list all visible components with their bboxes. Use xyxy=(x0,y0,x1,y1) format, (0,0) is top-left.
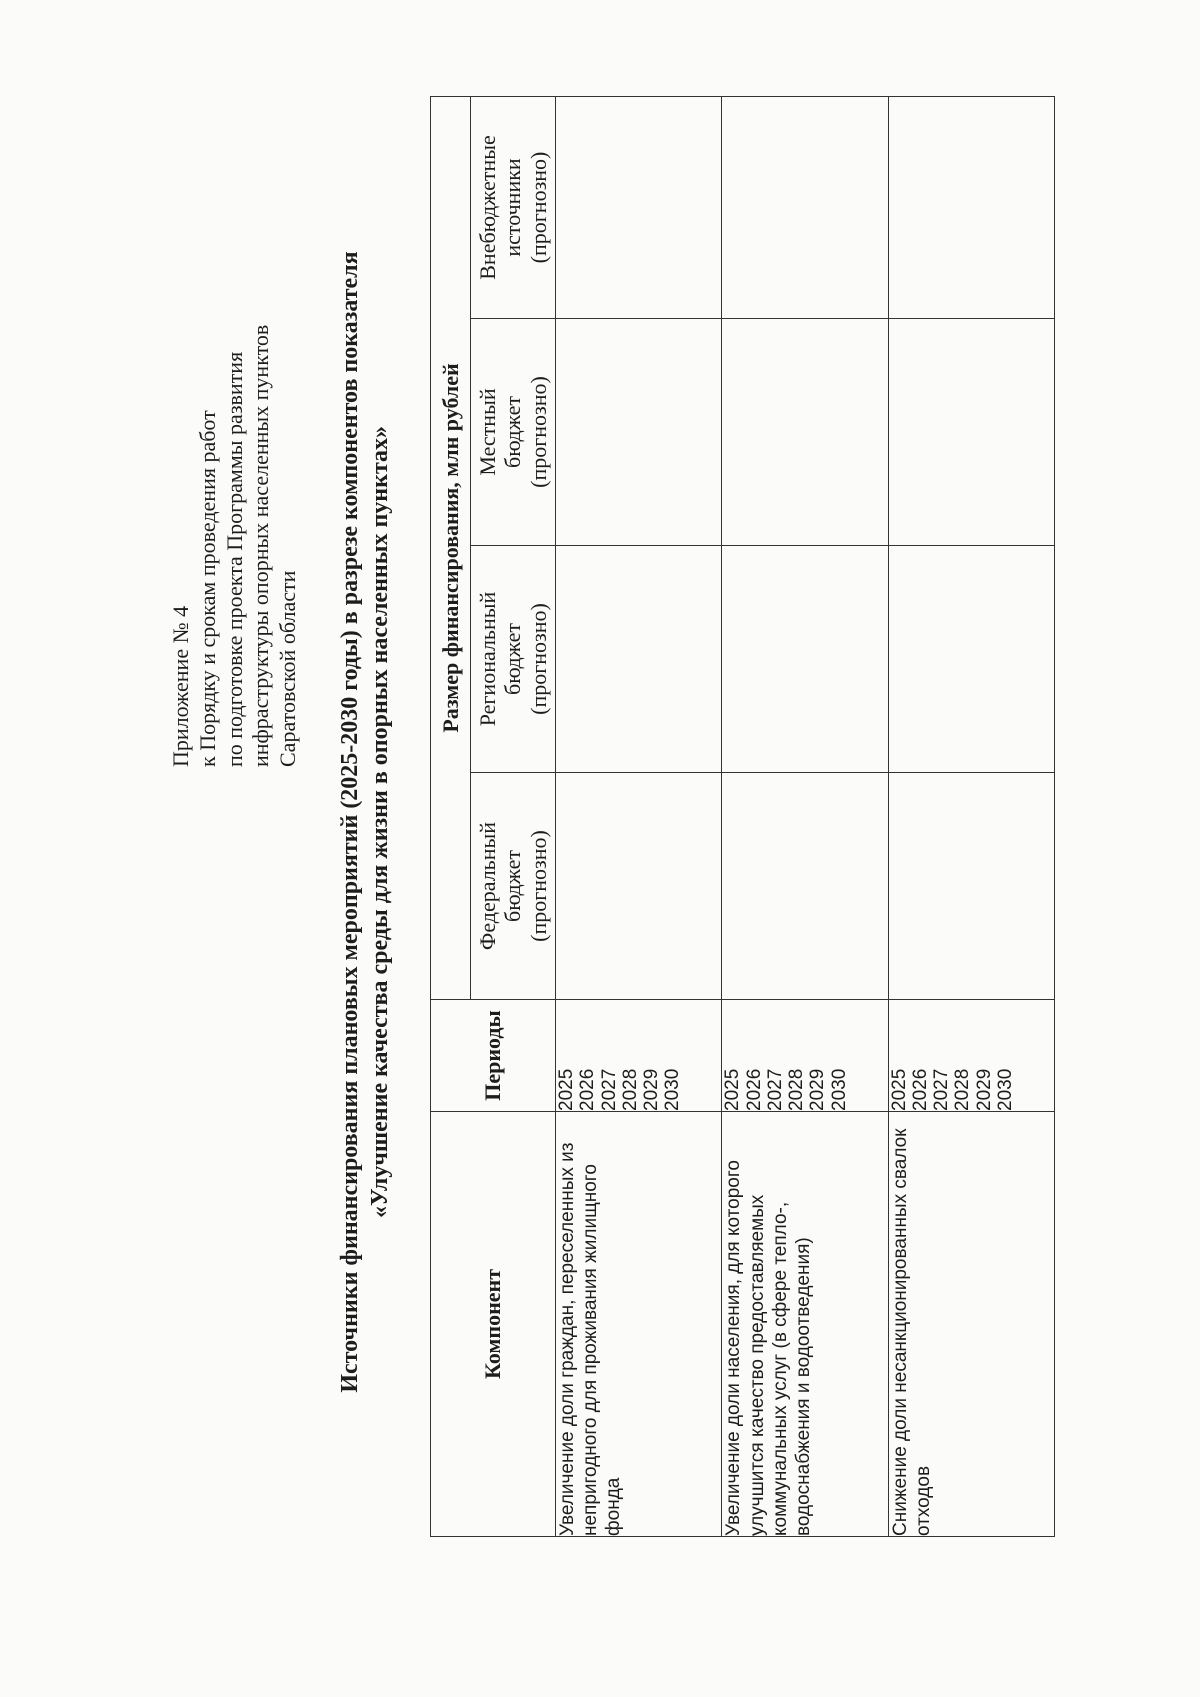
table-row xyxy=(556,96,722,1536)
header-extrabudget-line: Внебюджетные xyxy=(475,135,501,280)
header-local-budget xyxy=(471,319,556,546)
title-line-2: «Улучшение качества среды для жизни в опорных населенных пунктах» xyxy=(367,425,393,1219)
period-year: 2025 xyxy=(888,1068,910,1111)
header-component: Компонент xyxy=(431,1112,556,1537)
period-year: 2025 xyxy=(722,1068,744,1111)
header-regional-line: (прогнозно) xyxy=(525,603,551,715)
header-extrabudget-line: источники xyxy=(500,158,526,257)
periods-cell xyxy=(722,1000,888,1112)
period-year: 2029 xyxy=(807,1068,829,1111)
table-row xyxy=(888,96,1054,1536)
appendix-block xyxy=(168,7,302,767)
period-year: 2028 xyxy=(952,1068,974,1111)
header-local-line: бюджет xyxy=(500,396,526,468)
period-year: 2030 xyxy=(828,1068,850,1111)
period-year: 2026 xyxy=(909,1068,931,1111)
appendix-line: Саратовской области xyxy=(275,570,301,767)
header-federal-line: (прогнозно) xyxy=(525,830,551,942)
period-year: 2029 xyxy=(973,1068,995,1111)
federal-budget-cell[interactable] xyxy=(888,773,1054,1000)
federal-budget-cell[interactable] xyxy=(722,773,888,1000)
local-budget-cell[interactable] xyxy=(888,319,1054,546)
period-year: 2027 xyxy=(931,1068,953,1111)
header-local-line: (прогнозно) xyxy=(525,376,551,488)
period-year: 2026 xyxy=(577,1068,599,1111)
extrabudget-cell[interactable] xyxy=(556,96,722,318)
local-budget-cell[interactable] xyxy=(722,319,888,546)
header-regional-line: Региональный xyxy=(475,591,501,727)
extrabudget-cell[interactable] xyxy=(722,96,888,318)
period-year: 2027 xyxy=(764,1068,786,1111)
extrabudget-cell[interactable] xyxy=(888,96,1054,318)
header-federal-line: Федеральный xyxy=(475,821,501,951)
appendix-line: Приложение № 4 xyxy=(168,605,193,767)
component-cell: Увеличение доли граждан, переселенных из непригодного для проживания жилищного фонда xyxy=(556,1112,722,1537)
period-year: 2025 xyxy=(556,1068,577,1111)
header-federal-line: бюджет xyxy=(500,850,526,922)
federal-budget-cell[interactable] xyxy=(556,773,722,1000)
period-year: 2028 xyxy=(786,1068,808,1111)
period-year: 2030 xyxy=(662,1068,684,1111)
appendix-line: к Порядку и срокам проведения работ xyxy=(194,410,220,767)
period-year: 2030 xyxy=(994,1068,1016,1111)
header-periods: Периоды xyxy=(431,1000,556,1112)
financing-table xyxy=(430,96,1055,1537)
period-year: 2027 xyxy=(598,1068,620,1111)
table-row xyxy=(722,96,888,1536)
period-year: 2028 xyxy=(619,1068,641,1111)
regional-budget-cell[interactable] xyxy=(556,546,722,773)
period-year: 2029 xyxy=(641,1068,663,1111)
component-cell: Снижение доли несанкционированных свалок отходов xyxy=(888,1112,1054,1537)
period-year: 2026 xyxy=(743,1068,765,1111)
header-extrabudget-sources xyxy=(471,96,556,318)
appendix-line: по подготовке проекта Программы развития xyxy=(221,351,247,767)
document-title xyxy=(335,97,395,1547)
periods-cell xyxy=(556,1000,722,1112)
header-federal-budget xyxy=(471,773,556,1000)
header-funding: Размер финансирования, млн рублей xyxy=(431,96,471,999)
header-regional-line: бюджет xyxy=(500,623,526,695)
header-regional-budget xyxy=(471,546,556,773)
header-local-line: Местный xyxy=(475,388,501,476)
regional-budget-cell[interactable] xyxy=(888,546,1054,773)
periods-cell xyxy=(888,1000,1054,1112)
appendix-line: инфраструктуры опорных населенных пунктов xyxy=(248,324,274,767)
regional-budget-cell[interactable] xyxy=(722,546,888,773)
title-line-1: Источники финансирования плановых мероприятий (2025-2030 годы) в разрезе компонентов показателя xyxy=(337,251,363,1393)
header-extrabudget-line: (прогнозно) xyxy=(525,151,551,264)
local-budget-cell[interactable] xyxy=(556,319,722,546)
component-cell: Увеличение доли населения, для которого улучшится качество предоставляемых коммунальных услуг (в сфере тепло-, водоснабжения и водоотведения) xyxy=(722,1112,888,1537)
